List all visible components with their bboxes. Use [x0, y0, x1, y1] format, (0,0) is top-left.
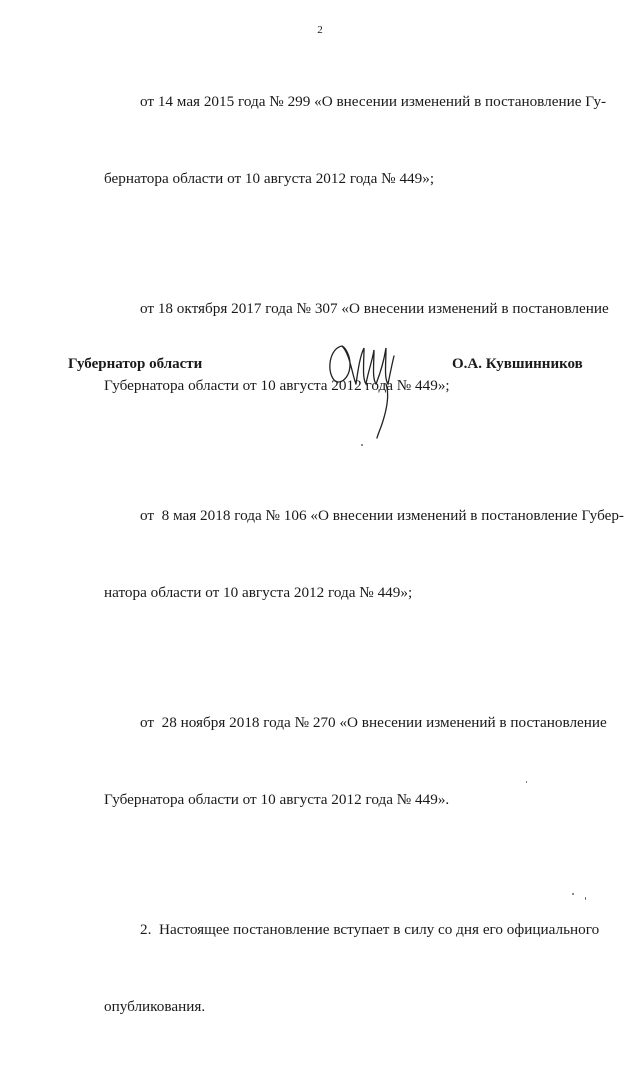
amendment-paragraph-1	[68, 38, 607, 242]
signatory-name: О.А. Кувшинников	[452, 356, 583, 372]
paragraph-line: Губернатора области от 10 августа 2012 года № 449»;	[104, 376, 450, 394]
paragraph-line: от 28 ноября 2018 года № 270 «О внесении изменений в постановление	[140, 714, 607, 731]
amendment-paragraph-4	[68, 659, 607, 863]
paragraph-line: от 8 мая 2018 года № 106 «О внесении изменений в постановление Губер-	[140, 507, 624, 524]
document-body	[68, 38, 624, 1073]
paragraph-line: от 18 октября 2017 года № 307 «О внесении изменений в постановление	[140, 300, 609, 317]
paragraph-line: 2. Настоящее постановление вступает в силу со дня его официального	[140, 921, 600, 938]
signatory-position: Губернатор области	[68, 356, 203, 372]
handwritten-signature	[320, 334, 410, 444]
paragraph-line: Губернатора области от 10 августа 2012 года № 449».	[104, 790, 450, 808]
paragraph-line: от 14 мая 2015 года № 299 «О внесении изменений в постановление Гу-	[140, 93, 607, 110]
amendment-paragraph-3	[68, 452, 624, 656]
scan-speck	[585, 897, 586, 900]
scan-speck	[572, 893, 574, 895]
page-number: 2	[317, 24, 323, 36]
scan-speck	[526, 781, 527, 783]
effective-date-paragraph	[68, 866, 598, 1070]
paragraph-line: бернатора области от 10 августа 2012 года № 449»;	[104, 169, 435, 187]
paragraph-line: опубликования.	[104, 997, 206, 1015]
scan-speck	[361, 444, 363, 446]
paragraph-line: натора области от 10 августа 2012 года № 449»;	[104, 583, 413, 601]
